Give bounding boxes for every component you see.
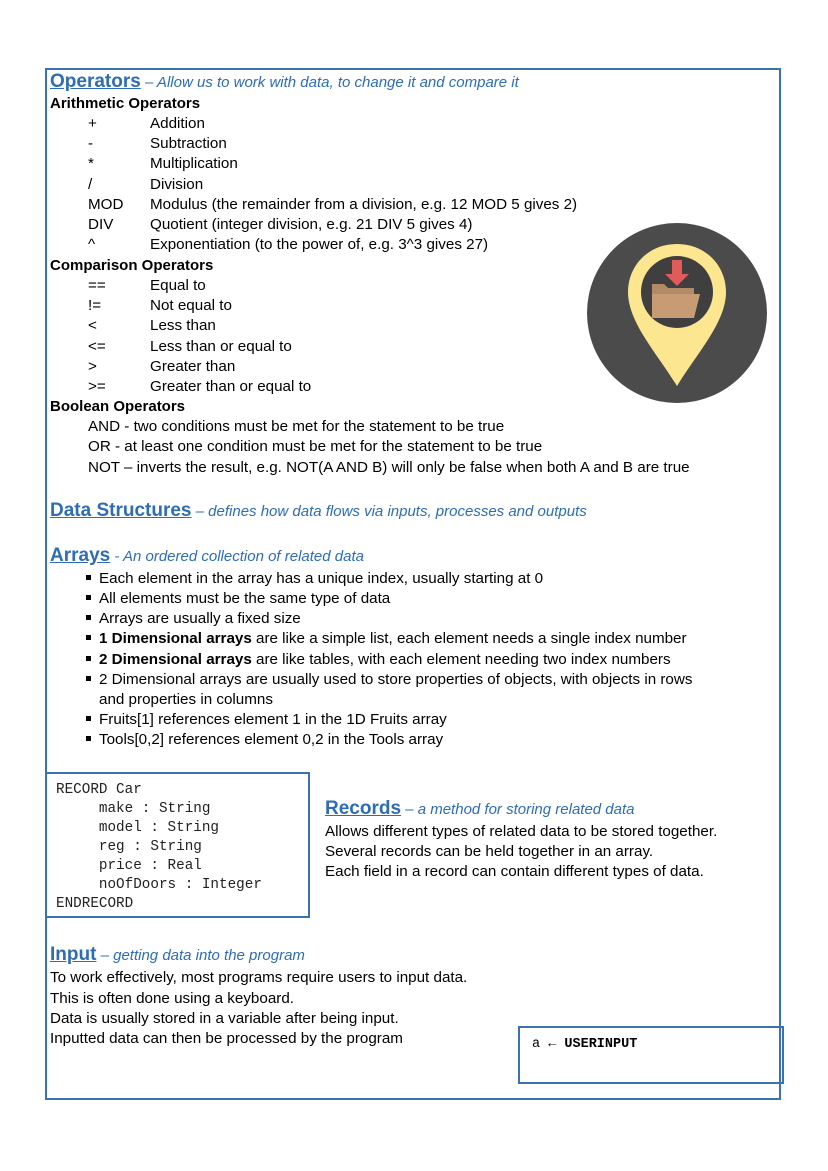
- boolean-item: OR - at least one condition must be met for the statement to be true: [88, 438, 543, 455]
- operators-heading: [50, 71, 519, 93]
- operator-symbol: ==: [88, 277, 106, 294]
- bullet-bold-term: 1 Dimensional arrays: [99, 630, 252, 647]
- arrays-title: Arrays: [50, 545, 111, 566]
- input-line: To work effectively, most programs require users to input data.: [50, 969, 468, 986]
- operator-symbol: -: [88, 135, 94, 153]
- operator-symbol: >: [88, 357, 97, 375]
- operator-symbol: +: [88, 115, 97, 132]
- operator-description: Exponentiation (to the power of, e.g. 3^3 gives 27): [150, 236, 489, 254]
- code-line: price : Real: [56, 858, 202, 874]
- data-structures-title: Data Structures: [50, 500, 192, 521]
- arrays-bullet-item: [86, 610, 301, 627]
- arrays-bullet-item: [86, 731, 443, 748]
- bullet-text: are like tables, with each element needing two index numbers: [251, 651, 671, 668]
- operator-symbol: !=: [88, 297, 102, 315]
- code-line: model : String: [56, 820, 220, 836]
- userinput-code: [532, 1037, 637, 1052]
- operator-symbol: *: [88, 155, 94, 173]
- input-subtitle: – getting data into the program: [96, 947, 305, 964]
- arrays-bullet-item: [86, 590, 390, 607]
- operator-description: Greater than or equal to: [150, 378, 312, 395]
- records-heading: [325, 798, 635, 820]
- arrays-bullet-item: [86, 711, 447, 728]
- arrays-bullet-continuation: and properties in columns: [99, 691, 273, 708]
- input-heading: [50, 944, 305, 966]
- boolean-item: NOT – inverts the result, e.g. NOT(A AND B) will only be false when both A and B are true: [88, 459, 690, 476]
- operator-symbol: <=: [88, 337, 106, 355]
- operator-description: Addition: [150, 115, 205, 132]
- code-line: make : String: [56, 801, 211, 817]
- code-line: ENDRECORD: [56, 896, 134, 912]
- operator-symbol: >=: [88, 378, 106, 395]
- bullet-text: Tools[0,2] references element 0,2 in the Tools array: [99, 731, 444, 748]
- operator-symbol: ^: [88, 236, 96, 254]
- records-line: Allows different types of related data to be stored together.: [325, 823, 718, 840]
- operator-description: Less than or equal to: [150, 337, 292, 355]
- input-line: Data is usually stored in a variable after being input.: [50, 1010, 399, 1027]
- code-keyword: USERINPUT: [564, 1037, 638, 1052]
- bullet-text: 2 Dimensional arrays are usually used to store properties of objects, with objects in rows: [99, 671, 693, 688]
- arrays-subtitle: - An ordered collection of related data: [110, 548, 364, 565]
- folder-front: [652, 294, 700, 318]
- records-line: Each field in a record can contain different types of data.: [325, 863, 704, 880]
- operator-description: Equal to: [150, 277, 206, 294]
- operators-title: Operators: [50, 71, 141, 92]
- userinput-code-box: [518, 1026, 784, 1084]
- operator-symbol: DIV: [88, 216, 114, 233]
- boolean-heading: Boolean Operators: [50, 398, 186, 415]
- bullet-text: are like a simple list, each element needs a single index number: [251, 630, 687, 647]
- operator-description: Division: [150, 175, 204, 193]
- operator-description: Greater than: [150, 357, 236, 375]
- operator-symbol: /: [88, 175, 93, 193]
- operators-subtitle: – Allow us to work with data, to change it and compare it: [140, 74, 519, 91]
- data-structures-subtitle: – defines how data flows via inputs, processes and outputs: [191, 503, 587, 520]
- record-code-box: [46, 772, 310, 918]
- folder-location-pin-icon: [586, 222, 768, 404]
- arrays-bullet-item: [86, 651, 671, 668]
- operator-description: Not equal to: [150, 297, 232, 315]
- code-line: noOfDoors : Integer: [56, 877, 262, 893]
- input-line: Inputted data can then be processed by the program: [50, 1030, 403, 1047]
- code-line: reg : String: [56, 839, 202, 855]
- bullet-text: Fruits[1] references element 1 in the 1D Fruits array: [99, 711, 447, 728]
- operator-symbol: MOD: [88, 195, 124, 213]
- comparison-heading: Comparison Operators: [50, 257, 214, 274]
- bullet-text: Arrays are usually a fixed size: [99, 610, 301, 627]
- code-variable: a ←: [532, 1037, 565, 1052]
- operator-description: Multiplication: [150, 155, 238, 173]
- arrays-bullet-item: [86, 630, 687, 647]
- arithmetic-heading: Arithmetic Operators: [50, 95, 201, 112]
- operator-symbol: <: [88, 317, 97, 335]
- bullet-text: Each element in the array has a unique index, usually starting at 0: [99, 570, 544, 587]
- data-structures-heading: [50, 500, 587, 522]
- operator-description: Less than: [150, 317, 216, 335]
- records-line: Several records can be held together in an array.: [325, 843, 654, 860]
- operator-description: Subtraction: [150, 135, 227, 153]
- code-line: RECORD Car: [56, 782, 142, 798]
- input-line: This is often done using a keyboard.: [50, 990, 294, 1007]
- bullet-text: All elements must be the same type of data: [99, 590, 391, 607]
- arrays-heading: [50, 545, 364, 567]
- arrays-bullet-item: [86, 671, 692, 688]
- boolean-item: AND - two conditions must be met for the statement to be true: [88, 418, 505, 435]
- bullet-bold-term: 2 Dimensional arrays: [99, 651, 252, 668]
- operator-description: Modulus (the remainder from a division, e.g. 12 MOD 5 gives 2): [150, 195, 578, 213]
- arrays-bullet-item: [86, 570, 543, 587]
- operator-description: Quotient (integer division, e.g. 21 DIV 5 gives 4): [150, 216, 473, 233]
- input-title: Input: [50, 944, 97, 965]
- records-title: Records: [325, 798, 402, 819]
- records-subtitle: – a method for storing related data: [401, 801, 635, 818]
